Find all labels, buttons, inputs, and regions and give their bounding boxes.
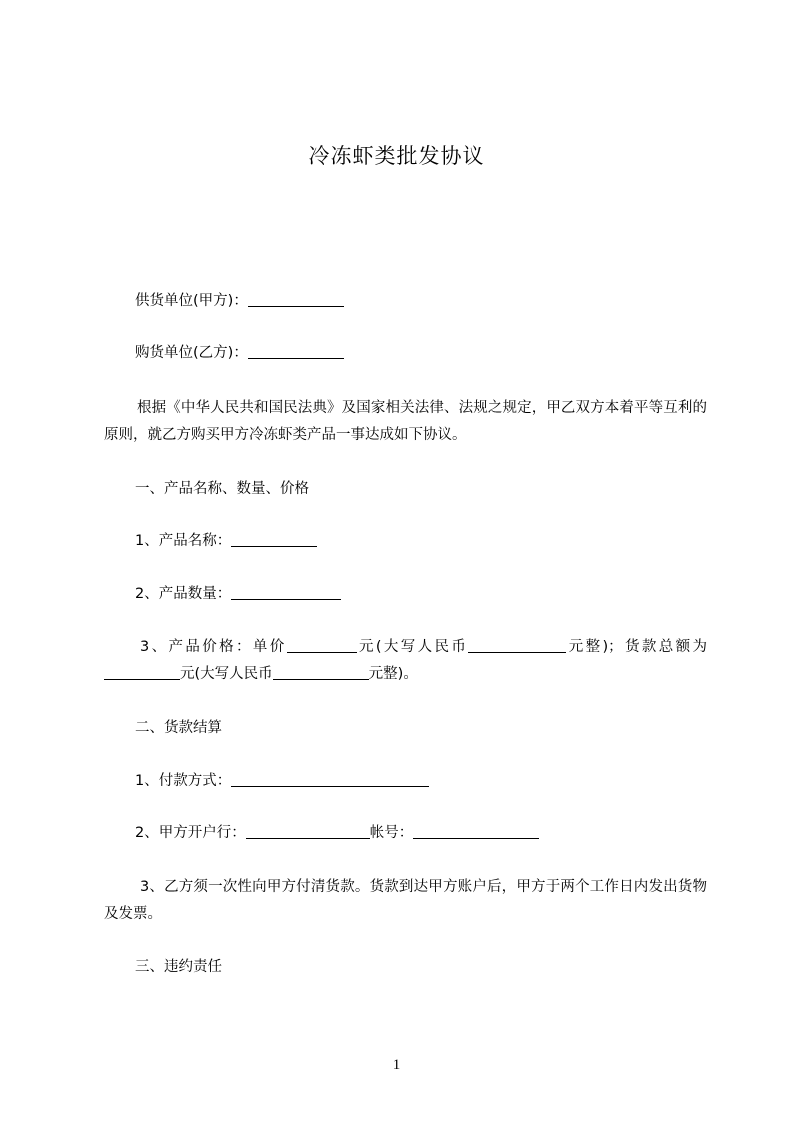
bank-blank xyxy=(246,823,370,839)
price-text-4: 元(大写人民币 xyxy=(180,666,273,682)
account-blank xyxy=(413,823,539,839)
section1-heading: 一、产品名称、数量、价格 xyxy=(135,481,309,497)
product-name-blank xyxy=(231,531,317,547)
bank-account-line xyxy=(135,822,539,844)
product-quantity-line xyxy=(135,583,341,605)
buyer-line xyxy=(135,342,344,364)
buyer-blank xyxy=(248,343,344,359)
total-amount-blank xyxy=(104,664,180,680)
supplier-label: 供货单位(甲方)： xyxy=(135,293,248,309)
product-quantity-label: 2、产品数量： xyxy=(135,586,232,602)
section2-heading: 二、货款结算 xyxy=(135,720,222,736)
product-quantity-blank xyxy=(231,584,341,600)
page-number: 1 xyxy=(392,1057,401,1073)
unit-price-blank xyxy=(287,637,357,653)
supplier-blank xyxy=(248,291,344,307)
account-label: 帐号： xyxy=(369,825,414,841)
unit-price-upper-blank xyxy=(468,637,566,653)
price-text-3: 元整)；货款总额为 xyxy=(566,639,707,655)
product-price-paragraph xyxy=(104,634,707,688)
intro-paragraph: 根据《中华人民共和国民法典》及国家相关法律、法规之规定，甲乙双方本着平等互利的原则，就乙方购买甲方冷冻虾类产品一事达成如下协议。 xyxy=(104,400,707,443)
price-text-2: 元(大写人民币 xyxy=(356,639,469,655)
product-name-line xyxy=(135,530,317,552)
bank-label: 2、甲方开户行： xyxy=(135,825,246,841)
price-text-1: 3、产品价格：单价 xyxy=(140,639,287,655)
payment-method-line xyxy=(135,770,429,792)
total-amount-upper-blank xyxy=(273,664,369,680)
payment-terms-paragraph: 3、乙方须一次性向甲方付清货款。货款到达甲方账户后，甲方于两个工作日内发出货物及发票。 xyxy=(104,879,707,922)
payment-method-label: 1、付款方式： xyxy=(135,773,232,789)
price-text-5: 元整)。 xyxy=(368,666,418,682)
supplier-line xyxy=(135,290,344,312)
buyer-label: 购货单位(乙方)： xyxy=(135,345,248,361)
page-title: 冷冻虾类批发协议 xyxy=(308,144,485,168)
product-name-label: 1、产品名称： xyxy=(135,533,232,549)
payment-method-blank xyxy=(231,771,429,787)
section3-heading: 三、违约责任 xyxy=(135,959,222,975)
